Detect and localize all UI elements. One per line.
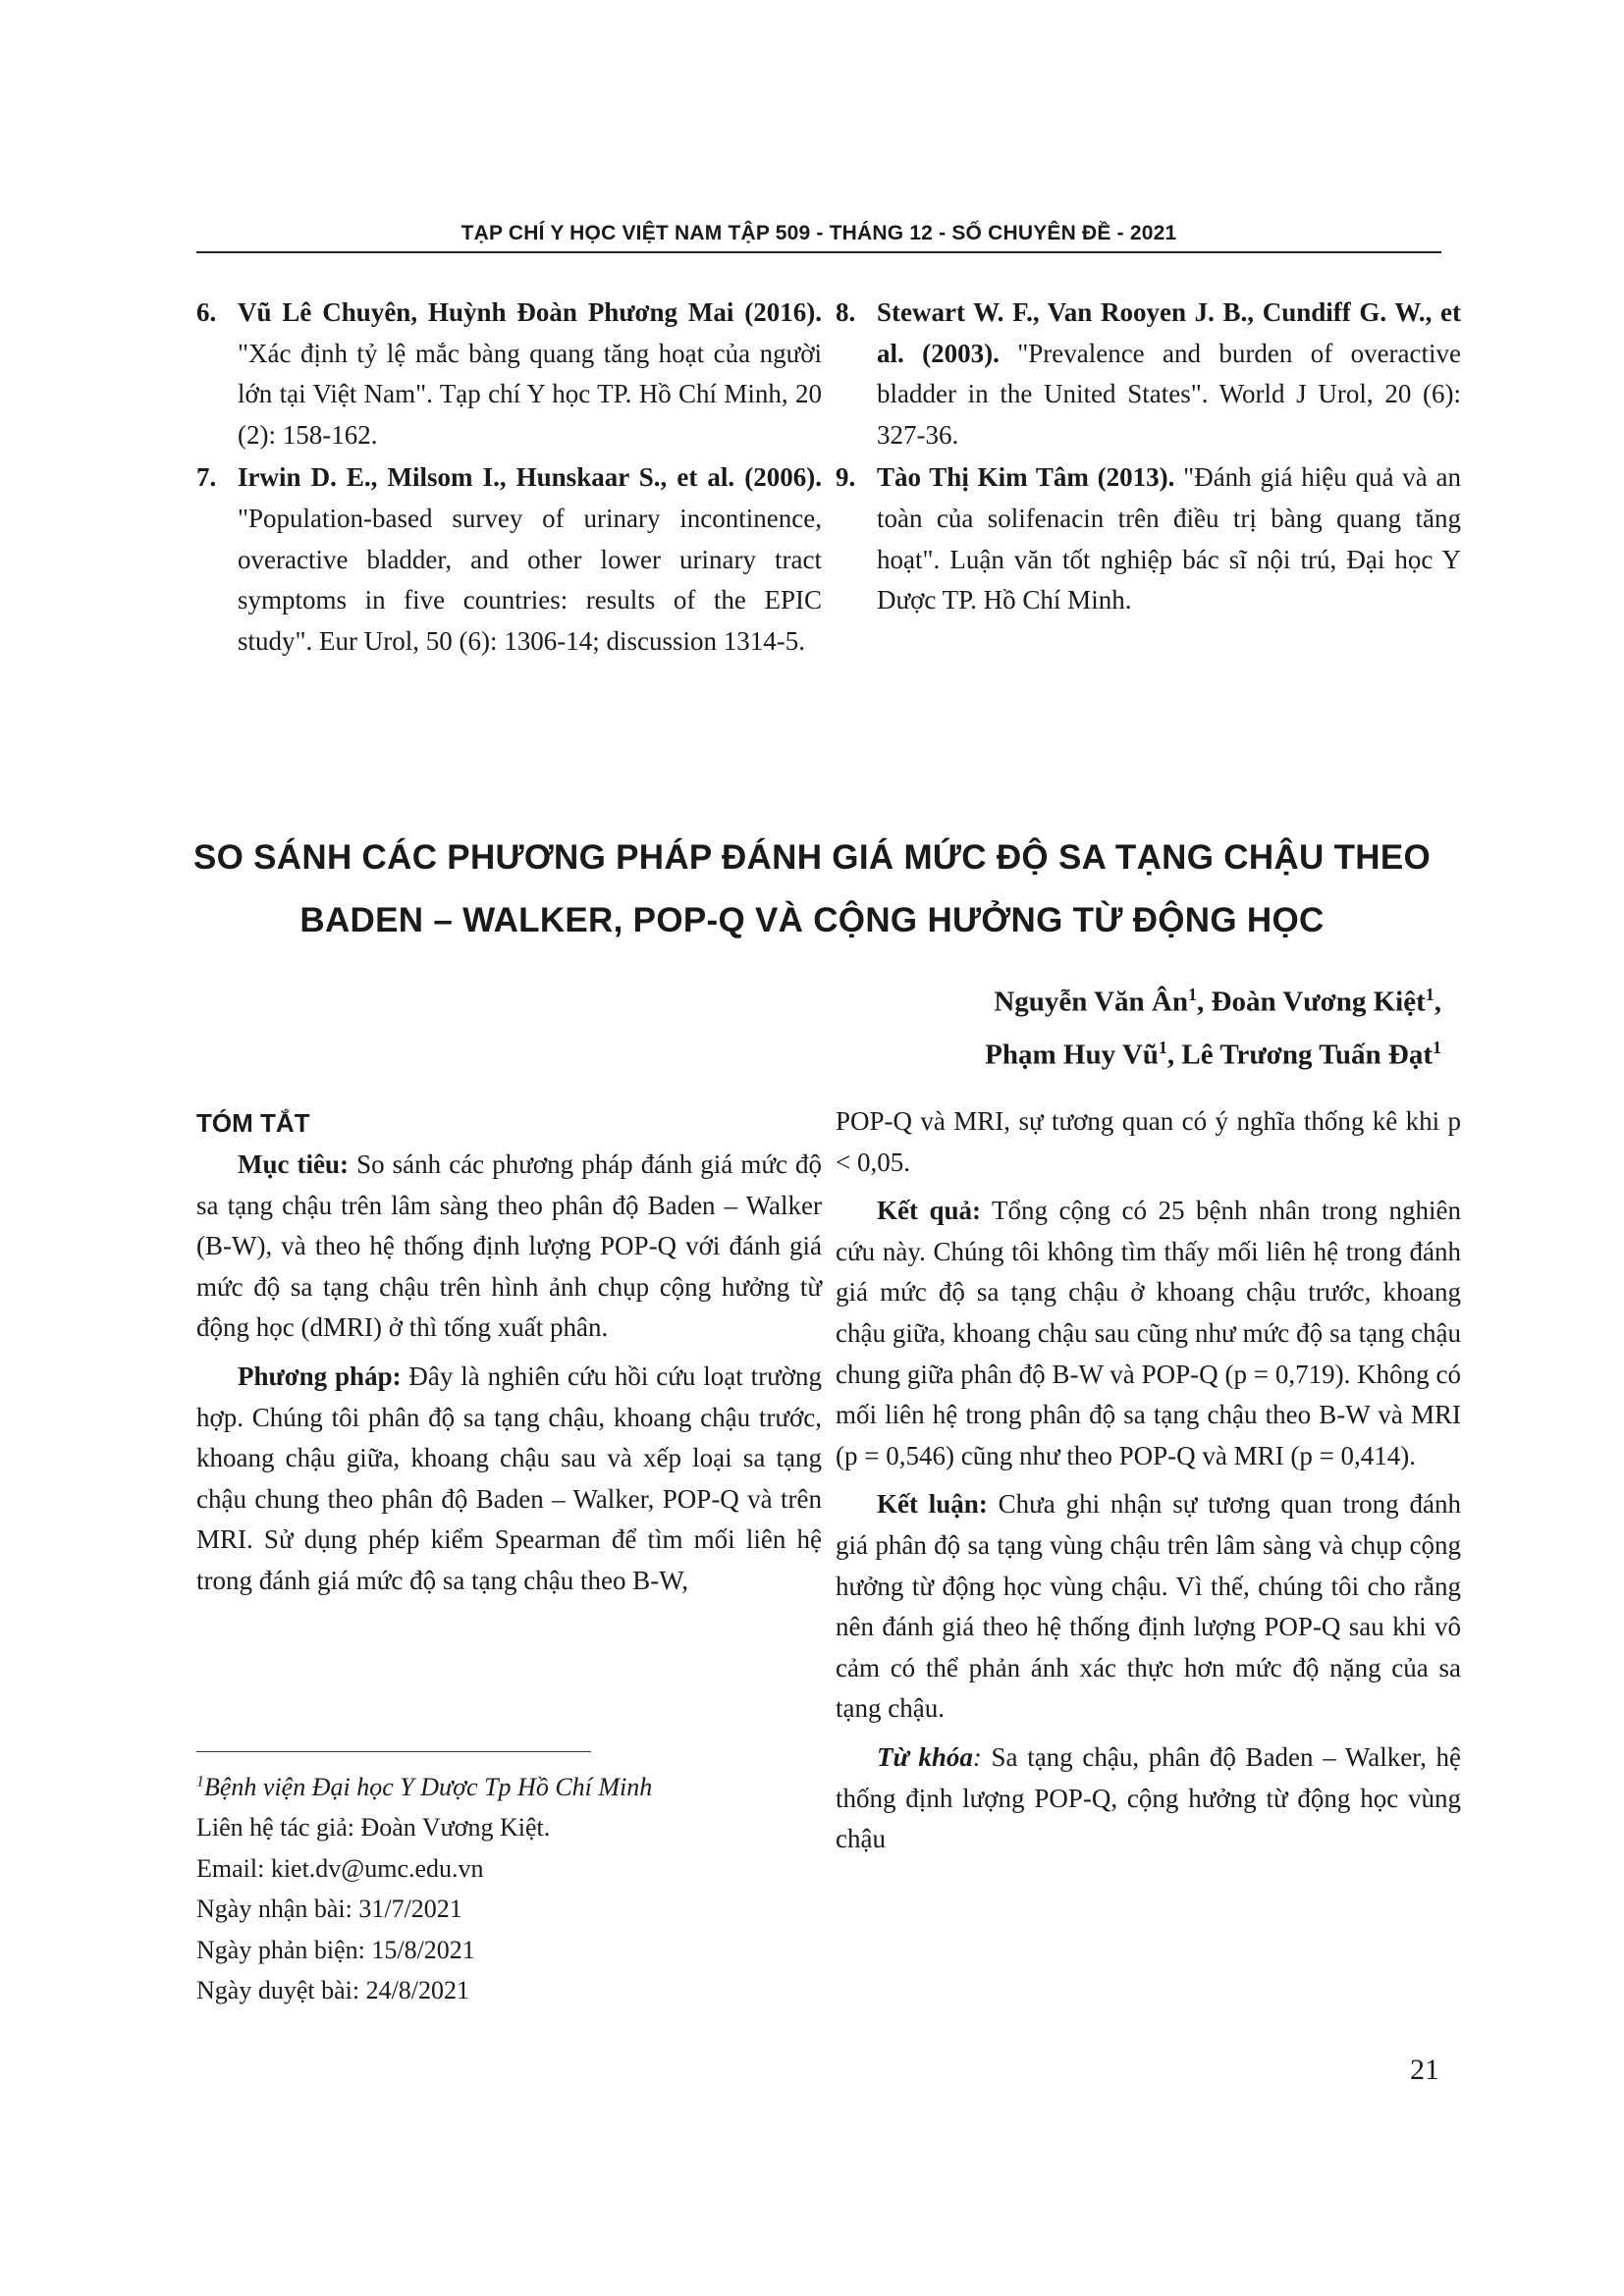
author-line-2 [985, 1025, 1441, 1078]
conclusion-label: Kết luận: [877, 1489, 988, 1520]
author-separator: , [1166, 1039, 1182, 1071]
author-separator: , [1434, 986, 1441, 1018]
reference-item [836, 293, 1461, 455]
reference-number: 6. [196, 297, 217, 327]
footnote-accept-date: Ngày duyệt bài: 24/8/2021 [196, 1976, 470, 2005]
article-title-line-2: BADEN – WALKER, POP-Q VÀ CỘNG HƯỞNG TỪ ĐỘNG HỌC [299, 901, 1325, 939]
conclusion-paragraph [836, 1484, 1461, 1730]
article-title [177, 827, 1447, 952]
conclusion-text: Chưa ghi nhận sự tương quan trong đánh giá phân độ sa tạng vùng chậu trên lâm sàng và chụp cộng hưởng từ động học vùng chậu. Vì thế, chúng tôi cho rằng nên đánh giá theo hệ thống định lượng POP-Q sau khi vô cảm có thể phản ánh xác thực hơn mức độ nặng của sa tạng chậu. [836, 1489, 1461, 1724]
results-paragraph [836, 1191, 1461, 1476]
objective-label: Mục tiêu: [238, 1149, 350, 1179]
references-right-column [836, 293, 1461, 623]
reference-number: 7. [196, 462, 217, 493]
reference-item [196, 457, 822, 662]
objective-text: So sánh các phương pháp đánh giá mức độ sa tạng chậu trên lâm sàng theo phân độ Baden – Walker (B-W), và theo hệ thống định lượng POP-Q với đánh giá mức độ sa tạng chậu trên hình ảnh chụp cộng hưởng từ động học (dMRI) ở thì tống xuất phân. [196, 1149, 822, 1343]
author-name: Nguyễn Văn Ân [994, 986, 1189, 1018]
objective-paragraph [196, 1145, 822, 1349]
footnotes [196, 1761, 652, 2011]
keywords-colon: : [972, 1741, 982, 1772]
author-affiliation-mark: 1 [1158, 1037, 1167, 1057]
footnote-affiliation [196, 1761, 652, 1807]
author-separator: , [1197, 986, 1212, 1018]
footnote-divider [196, 1751, 591, 1752]
reference-number: 8. [836, 297, 856, 327]
keywords-label: Từ khóa [877, 1741, 973, 1772]
reference-text: "Đánh giá hiệu quả và an toàn của solifenacin trên điều trị bàng quang tăng hoạt". Luận văn tốt nghiệp bác sĩ nội trú, Đại học Y Dược TP. Hồ Chí Minh. [877, 462, 1461, 615]
results-label: Kết quả: [877, 1196, 982, 1226]
footnote-received-date: Ngày nhận bài: 31/7/2021 [196, 1895, 462, 1924]
reference-text: "Prevalence and burden of overactive bladder in the United States". World J Urol, 20 (6): 327-36. [877, 338, 1461, 450]
affiliation-text: Bệnh viện Đại học Y Dược Tp Hồ Chí Minh [204, 1772, 653, 1801]
abstract-heading: TÓM TẮT [196, 1108, 310, 1138]
author-name: Lê Trương Tuấn Đạt [1181, 1039, 1433, 1071]
reference-number: 9. [836, 462, 856, 493]
results-text: Tổng cộng có 25 bệnh nhân trong nghiên cứu này. Chúng tôi không tìm thấy mối liên hệ trong đánh giá mức độ sa tạng chậu ở khoang chậu trước, khoang chậu giữa, khoang chậu sau cũng như mức độ sa tạng chậu chung giữa phân độ B-W và POP-Q (p = 0,719). Không có mối liên hệ trong phân độ sa tạng chậu theo B-W và MRI (p = 0,546) cũng như theo POP-Q và MRI (p = 0,414). [836, 1196, 1462, 1470]
reference-authors: Vũ Lê Chuyên, Huỳnh Đoàn Phương Mai (2016). [238, 297, 822, 327]
methods-paragraph [196, 1357, 822, 1602]
author-name: Đoàn Vương Kiệt [1211, 986, 1426, 1018]
abstract-left-column [196, 1101, 822, 1610]
reference-item [836, 457, 1461, 620]
reference-authors: Irwin D. E., Milsom I., Hunskaar S., et al. (2006). [238, 462, 822, 493]
methods-text: Đây là nghiên cứu hồi cứu loạt trường hợp. Chúng tôi phân độ sa tạng chậu, khoang chậu trước, khoang chậu giữa, khoang chậu sau và xếp loại sa tạng chậu chung theo phân độ Baden – Walker, POP-Q và trên MRI. Sử dụng phép kiểm Spearman để tìm mối liên hệ trong đánh giá mức độ sa tạng chậu theo B-W, [196, 1361, 822, 1595]
footnote-email: Email: kiet.dv@umc.edu.vn [196, 1853, 484, 1883]
methods-label: Phương pháp: [238, 1361, 402, 1391]
journal-header: TẠP CHÍ Y HỌC VIỆT NAM TẬP 509 - THÁNG 12 - SỐ CHUYÊN ĐỀ - 2021 [460, 222, 1177, 244]
page-number: 21 [1410, 2054, 1439, 2086]
references-left-column [196, 293, 822, 664]
keywords-text: Sa tạng chậu, phân độ Baden – Walker, hệ thống định lượng POP-Q, cộng hưởng từ động học vùng chậu [836, 1741, 1461, 1854]
affiliation-mark: 1 [196, 1773, 204, 1789]
author-affiliation-mark: 1 [1188, 985, 1198, 1004]
methods-continuation: POP-Q và MRI, sự tương quan có ý nghĩa thống kê khi p < 0,05. [836, 1106, 1461, 1177]
author-line-1 [985, 972, 1441, 1025]
footnote-review-date: Ngày phản biện: 15/8/2021 [196, 1935, 475, 1964]
abstract-right-column [836, 1101, 1461, 1868]
header-divider [196, 251, 1441, 253]
author-list [985, 972, 1441, 1077]
reference-item [196, 293, 822, 455]
reference-authors: Tào Thị Kim Tâm (2013). [877, 462, 1175, 493]
footnote-contact: Liên hệ tác giả: Đoàn Vương Kiệt. [196, 1813, 551, 1842]
author-name: Phạm Huy Vũ [985, 1039, 1159, 1071]
reference-text: "Population-based survey of urinary incontinence, overactive bladder, and other lower urinary tract symptoms in five countries: results of the EPIC study". Eur Urol, 50 (6): 1306-14; discussion 1314-5. [238, 503, 822, 656]
keywords-paragraph [836, 1737, 1461, 1860]
author-affiliation-mark: 1 [1433, 1037, 1441, 1057]
author-affiliation-mark: 1 [1425, 985, 1435, 1004]
reference-authors: Stewart W. F., Van Rooyen J. B., Cundiff G. W., et al. (2003). [877, 297, 1461, 368]
reference-text: "Xác định tỷ lệ mắc bàng quang tăng hoạt của người lớn tại Việt Nam". Tạp chí Y học TP. Hồ Chí Minh, 20 (2): 158-162. [238, 338, 822, 450]
article-title-line-1: SO SÁNH CÁC PHƯƠNG PHÁP ĐÁNH GIÁ MỨC ĐỘ SA TẠNG CHẬU THEO [192, 838, 1432, 877]
